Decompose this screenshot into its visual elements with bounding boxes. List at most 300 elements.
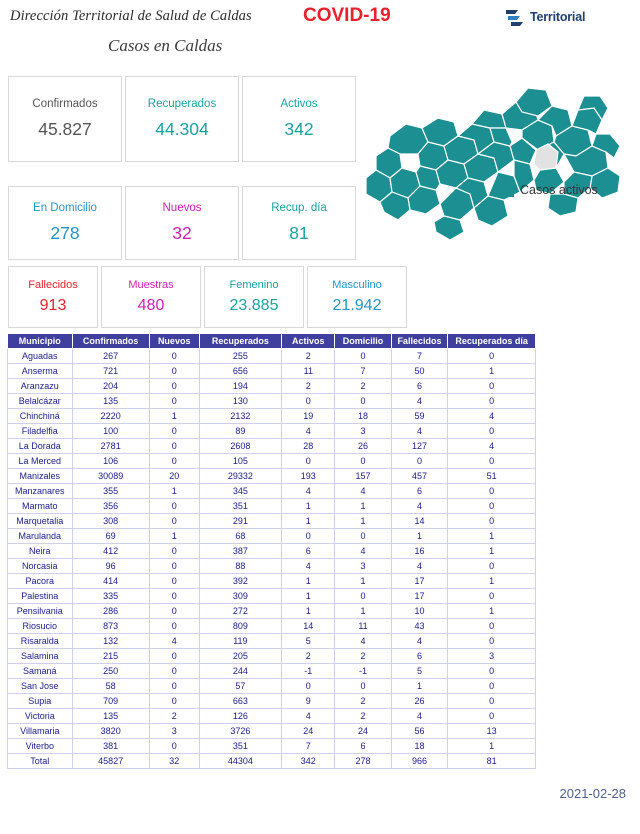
cell-value: 3 bbox=[149, 724, 199, 739]
cell-value: 100 bbox=[72, 424, 149, 439]
cell-value: 43 bbox=[391, 619, 448, 634]
cell-municipio: Palestina bbox=[8, 589, 73, 604]
cell-municipio: Neira bbox=[8, 544, 73, 559]
cell-value: 0 bbox=[282, 454, 335, 469]
cell-value: 193 bbox=[282, 469, 335, 484]
cell-value: 381 bbox=[72, 739, 149, 754]
kpi-value-masculino: 21.942 bbox=[332, 297, 382, 314]
cell-value: 0 bbox=[448, 394, 536, 409]
cell-value: 51 bbox=[448, 469, 536, 484]
cell-value: 0 bbox=[448, 679, 536, 694]
cell-value: 16 bbox=[391, 544, 448, 559]
cell-value: 4 bbox=[149, 634, 199, 649]
cell-value: 29332 bbox=[199, 469, 282, 484]
cell-value: 0 bbox=[149, 604, 199, 619]
cell-value: 0 bbox=[448, 424, 536, 439]
kpi-card-fallecidos bbox=[8, 266, 98, 328]
col-header-confirmados: Confirmados bbox=[72, 334, 149, 349]
cell-value: 709 bbox=[72, 694, 149, 709]
cell-municipio: Marulanda bbox=[8, 529, 73, 544]
cell-value: 4 bbox=[391, 394, 448, 409]
cell-value: 0 bbox=[448, 499, 536, 514]
caldas-map bbox=[352, 18, 636, 260]
cell-value: 1 bbox=[149, 529, 199, 544]
cell-value: 11 bbox=[282, 364, 335, 379]
cell-value: 4 bbox=[282, 424, 335, 439]
cell-value: 0 bbox=[282, 679, 335, 694]
cell-value: 342 bbox=[282, 754, 335, 769]
cell-value: 32 bbox=[149, 754, 199, 769]
cell-value: 3 bbox=[448, 649, 536, 664]
cell-value: 1 bbox=[448, 604, 536, 619]
cell-municipio: Aguadas bbox=[8, 349, 73, 364]
cell-value: 351 bbox=[199, 739, 282, 754]
cell-value: 5 bbox=[282, 634, 335, 649]
cell-value: 20 bbox=[149, 469, 199, 484]
cell-value: 26 bbox=[335, 439, 391, 454]
table-row bbox=[8, 514, 536, 529]
cell-value: 6 bbox=[391, 649, 448, 664]
cell-value: 0 bbox=[149, 349, 199, 364]
cell-value: 1 bbox=[391, 529, 448, 544]
cell-municipio: Marmato bbox=[8, 499, 73, 514]
cell-value: 0 bbox=[149, 559, 199, 574]
cell-value: 267 bbox=[72, 349, 149, 364]
cell-value: -1 bbox=[335, 664, 391, 679]
cell-value: 17 bbox=[391, 574, 448, 589]
cell-value: 4 bbox=[391, 424, 448, 439]
cell-municipio: La Merced bbox=[8, 454, 73, 469]
cell-municipio: La Dorada bbox=[8, 439, 73, 454]
cell-value: 0 bbox=[448, 514, 536, 529]
cell-value: 0 bbox=[448, 454, 536, 469]
cell-value: 0 bbox=[448, 694, 536, 709]
cell-value: 0 bbox=[149, 649, 199, 664]
total-label: Total bbox=[8, 754, 73, 769]
table-row bbox=[8, 724, 536, 739]
cell-value: 2 bbox=[335, 694, 391, 709]
cell-value: 57 bbox=[199, 679, 282, 694]
table-row bbox=[8, 469, 536, 484]
cell-value: 2132 bbox=[199, 409, 282, 424]
cell-value: 4 bbox=[448, 409, 536, 424]
cell-value: -1 bbox=[282, 664, 335, 679]
kpi-label-muestras: Muestras bbox=[128, 279, 174, 291]
cell-value: 0 bbox=[149, 499, 199, 514]
table-row bbox=[8, 529, 536, 544]
cell-value: 0 bbox=[282, 529, 335, 544]
cell-value: 1 bbox=[335, 574, 391, 589]
cell-value: 59 bbox=[391, 409, 448, 424]
kpi-card-en-domicilio bbox=[8, 186, 122, 260]
cell-value: 4 bbox=[391, 634, 448, 649]
cell-value: 26 bbox=[391, 694, 448, 709]
cell-value: 2781 bbox=[72, 439, 149, 454]
cell-value: 0 bbox=[448, 559, 536, 574]
cell-value: 106 bbox=[72, 454, 149, 469]
table-row bbox=[8, 604, 536, 619]
col-header-recuperados: Recuperados bbox=[199, 334, 282, 349]
cell-value: 0 bbox=[335, 679, 391, 694]
cell-municipio: Belalcázar bbox=[8, 394, 73, 409]
cell-value: 809 bbox=[199, 619, 282, 634]
cell-value: 205 bbox=[199, 649, 282, 664]
table-row bbox=[8, 484, 536, 499]
kpi-value-activos: 342 bbox=[284, 119, 314, 139]
cell-value: 1 bbox=[282, 604, 335, 619]
table-total-row bbox=[8, 754, 536, 769]
cell-value: 1 bbox=[335, 604, 391, 619]
kpi-card-recup-dia bbox=[242, 186, 356, 260]
cell-value: 0 bbox=[149, 424, 199, 439]
table-row bbox=[8, 424, 536, 439]
cell-value: 4 bbox=[335, 634, 391, 649]
cell-value: 6 bbox=[391, 484, 448, 499]
cell-value: 88 bbox=[199, 559, 282, 574]
cell-value: 58 bbox=[72, 679, 149, 694]
cell-value: 2220 bbox=[72, 409, 149, 424]
cell-value: 7 bbox=[282, 739, 335, 754]
cell-value: 0 bbox=[149, 544, 199, 559]
cell-value: 0 bbox=[335, 589, 391, 604]
table-body bbox=[8, 349, 536, 769]
cell-value: 3 bbox=[335, 559, 391, 574]
cell-value: 7 bbox=[391, 349, 448, 364]
cell-municipio: Chinchiná bbox=[8, 409, 73, 424]
cell-value: 6 bbox=[282, 544, 335, 559]
cell-value: 250 bbox=[72, 664, 149, 679]
table-row bbox=[8, 739, 536, 754]
cell-municipio: Viterbo bbox=[8, 739, 73, 754]
cell-value: 255 bbox=[199, 349, 282, 364]
cell-value: 18 bbox=[335, 409, 391, 424]
cell-value: 0 bbox=[149, 364, 199, 379]
table-row bbox=[8, 439, 536, 454]
cell-value: 0 bbox=[149, 394, 199, 409]
cell-value: 291 bbox=[199, 514, 282, 529]
cell-value: 24 bbox=[282, 724, 335, 739]
cell-value: 1 bbox=[448, 739, 536, 754]
legend-label: Casos activos bbox=[520, 183, 598, 197]
cell-value: 873 bbox=[72, 619, 149, 634]
cell-municipio: Victoria bbox=[8, 709, 73, 724]
cell-value: 10 bbox=[391, 604, 448, 619]
cell-value: 0 bbox=[448, 664, 536, 679]
kpi-card-femenino bbox=[204, 266, 304, 328]
cell-municipio: Riosucio bbox=[8, 619, 73, 634]
cell-value: 0 bbox=[448, 619, 536, 634]
kpi-value-confirmados: 45.827 bbox=[38, 119, 92, 139]
cell-value: 135 bbox=[72, 709, 149, 724]
cell-value: 663 bbox=[199, 694, 282, 709]
cell-value: 0 bbox=[448, 379, 536, 394]
territorial-logo-text: Territorial bbox=[530, 10, 586, 24]
cell-value: 1 bbox=[282, 589, 335, 604]
table-row bbox=[8, 589, 536, 604]
table-header-row bbox=[8, 334, 536, 349]
cell-value: 0 bbox=[149, 664, 199, 679]
table-row bbox=[8, 679, 536, 694]
kpi-card-activos bbox=[242, 76, 356, 162]
cell-value: 1 bbox=[335, 499, 391, 514]
cell-value: 1 bbox=[149, 409, 199, 424]
col-header-domicilio: Domicilio bbox=[335, 334, 391, 349]
cell-value: 1 bbox=[448, 544, 536, 559]
cell-value: 19 bbox=[282, 409, 335, 424]
cell-municipio: San Jose bbox=[8, 679, 73, 694]
kpi-label-recup-dia: Recup. día bbox=[271, 202, 327, 214]
cell-value: 18 bbox=[391, 739, 448, 754]
cell-value: 4 bbox=[391, 709, 448, 724]
map-legend bbox=[501, 183, 598, 197]
cell-value: 0 bbox=[282, 394, 335, 409]
cell-value: 0 bbox=[149, 574, 199, 589]
cell-value: 272 bbox=[199, 604, 282, 619]
cell-value: 0 bbox=[149, 619, 199, 634]
cell-value: 194 bbox=[199, 379, 282, 394]
cell-value: 215 bbox=[72, 649, 149, 664]
cell-value: 2608 bbox=[199, 439, 282, 454]
table-row bbox=[8, 634, 536, 649]
cell-value: 0 bbox=[149, 514, 199, 529]
cell-value: 119 bbox=[199, 634, 282, 649]
cell-value: 1 bbox=[448, 529, 536, 544]
table-row bbox=[8, 649, 536, 664]
cell-value: 286 bbox=[72, 604, 149, 619]
cell-municipio: Villamaria bbox=[8, 724, 73, 739]
municipality-table bbox=[7, 333, 536, 769]
cell-value: 309 bbox=[199, 589, 282, 604]
cell-value: 0 bbox=[448, 634, 536, 649]
kpi-value-fallecidos: 913 bbox=[39, 297, 67, 314]
kpi-label-masculino: Masculino bbox=[332, 279, 382, 291]
kpi-label-en-domicilio: En Domicilio bbox=[33, 202, 97, 214]
cell-value: 3726 bbox=[199, 724, 282, 739]
cell-municipio: Norcasia bbox=[8, 559, 73, 574]
cell-value: 1 bbox=[448, 574, 536, 589]
cell-value: 50 bbox=[391, 364, 448, 379]
col-header-nuevos: Nuevos bbox=[149, 334, 199, 349]
cell-value: 721 bbox=[72, 364, 149, 379]
kpi-value-recup-dia: 81 bbox=[289, 223, 309, 243]
kpi-value-recuperados: 44.304 bbox=[155, 119, 209, 139]
cell-value: 1 bbox=[448, 364, 536, 379]
cell-municipio: Aranzazu bbox=[8, 379, 73, 394]
cell-value: 1 bbox=[282, 574, 335, 589]
cell-value: 351 bbox=[199, 499, 282, 514]
kpi-card-confirmados bbox=[8, 76, 122, 162]
cell-value: 2 bbox=[282, 379, 335, 394]
cell-value: 0 bbox=[149, 439, 199, 454]
cell-value: 0 bbox=[149, 589, 199, 604]
cell-value: 2 bbox=[149, 709, 199, 724]
cell-value: 11 bbox=[335, 619, 391, 634]
report-date: 2021-02-28 bbox=[559, 786, 626, 801]
cell-municipio: Pacora bbox=[8, 574, 73, 589]
cell-value: 0 bbox=[149, 679, 199, 694]
table-row bbox=[8, 574, 536, 589]
cell-municipio: Manizales bbox=[8, 469, 73, 484]
cell-value: 0 bbox=[448, 349, 536, 364]
table-row bbox=[8, 499, 536, 514]
cell-municipio: Filadelfia bbox=[8, 424, 73, 439]
cell-value: 0 bbox=[448, 484, 536, 499]
cell-value: 89 bbox=[199, 424, 282, 439]
cell-value: 308 bbox=[72, 514, 149, 529]
cell-value: 1 bbox=[282, 514, 335, 529]
col-header-fallecidos: Fallecidos bbox=[391, 334, 448, 349]
cell-value: 13 bbox=[448, 724, 536, 739]
cell-value: 14 bbox=[391, 514, 448, 529]
table-row bbox=[8, 394, 536, 409]
cell-value: 17 bbox=[391, 589, 448, 604]
cell-value: 2 bbox=[335, 649, 391, 664]
kpi-label-confirmados: Confirmados bbox=[32, 98, 98, 110]
cell-municipio: Supia bbox=[8, 694, 73, 709]
page-title: Dirección Territorial de Salud de Caldas bbox=[10, 8, 252, 24]
cell-value: 30089 bbox=[72, 469, 149, 484]
page-subtitle: Casos en Caldas bbox=[108, 36, 223, 55]
table-row bbox=[8, 559, 536, 574]
kpi-card-nuevos bbox=[125, 186, 239, 260]
cell-municipio: Anserma bbox=[8, 364, 73, 379]
table-row bbox=[8, 619, 536, 634]
cell-value: 14 bbox=[282, 619, 335, 634]
cell-value: 2 bbox=[335, 379, 391, 394]
cell-value: 278 bbox=[335, 754, 391, 769]
cell-value: 127 bbox=[391, 439, 448, 454]
table-row bbox=[8, 364, 536, 379]
cell-value: 4 bbox=[335, 484, 391, 499]
cell-value: 45827 bbox=[72, 754, 149, 769]
cell-value: 6 bbox=[335, 739, 391, 754]
cell-value: 0 bbox=[335, 394, 391, 409]
cell-value: 0 bbox=[448, 709, 536, 724]
cell-value: 4 bbox=[448, 439, 536, 454]
kpi-label-nuevos: Nuevos bbox=[162, 202, 202, 214]
cell-value: 1 bbox=[282, 499, 335, 514]
cell-value: 0 bbox=[335, 529, 391, 544]
cell-value: 9 bbox=[282, 694, 335, 709]
col-header-recuperados-dia: Recuperados día bbox=[448, 334, 536, 349]
table-row bbox=[8, 454, 536, 469]
cell-value: 4 bbox=[391, 499, 448, 514]
cell-value: 204 bbox=[72, 379, 149, 394]
cell-value: 0 bbox=[149, 454, 199, 469]
cell-value: 2 bbox=[282, 649, 335, 664]
kpi-label-femenino: Femenino bbox=[229, 279, 279, 291]
cell-value: 24 bbox=[335, 724, 391, 739]
legend-swatch-icon bbox=[501, 184, 514, 197]
kpi-card-muestras bbox=[101, 266, 201, 328]
kpi-label-recuperados: Recuperados bbox=[147, 98, 217, 110]
table-row bbox=[8, 379, 536, 394]
cell-value: 2 bbox=[335, 709, 391, 724]
cell-municipio: Marquetalia bbox=[8, 514, 73, 529]
kpi-value-muestras: 480 bbox=[137, 297, 165, 314]
cell-value: 412 bbox=[72, 544, 149, 559]
kpi-value-femenino: 23.885 bbox=[229, 297, 279, 314]
cell-municipio: Salamina bbox=[8, 649, 73, 664]
table-row bbox=[8, 664, 536, 679]
cell-value: 0 bbox=[149, 379, 199, 394]
kpi-card-recuperados bbox=[125, 76, 239, 162]
cell-value: 81 bbox=[448, 754, 536, 769]
kpi-value-en-domicilio: 278 bbox=[50, 223, 80, 243]
cell-value: 105 bbox=[199, 454, 282, 469]
cell-value: 457 bbox=[391, 469, 448, 484]
col-header-municipio: Municipio bbox=[8, 334, 73, 349]
cell-value: 0 bbox=[335, 454, 391, 469]
cell-value: 3820 bbox=[72, 724, 149, 739]
table-row bbox=[8, 694, 536, 709]
cell-value: 345 bbox=[199, 484, 282, 499]
cell-value: 4 bbox=[335, 544, 391, 559]
table-row bbox=[8, 709, 536, 724]
cell-value: 4 bbox=[391, 559, 448, 574]
cell-value: 44304 bbox=[199, 754, 282, 769]
table-row bbox=[8, 544, 536, 559]
kpi-label-activos: Activos bbox=[280, 98, 318, 110]
cell-value: 1 bbox=[391, 679, 448, 694]
cell-municipio: Manzanares bbox=[8, 484, 73, 499]
cell-value: 5 bbox=[391, 664, 448, 679]
cell-value: 0 bbox=[149, 694, 199, 709]
municipality-table-wrapper bbox=[7, 333, 536, 769]
cell-value: 135 bbox=[72, 394, 149, 409]
cell-value: 7 bbox=[335, 364, 391, 379]
cell-value: 4 bbox=[282, 559, 335, 574]
cell-value: 6 bbox=[391, 379, 448, 394]
cell-value: 355 bbox=[72, 484, 149, 499]
cell-value: 0 bbox=[448, 589, 536, 604]
cell-value: 387 bbox=[199, 544, 282, 559]
cell-value: 335 bbox=[72, 589, 149, 604]
cell-value: 2 bbox=[282, 349, 335, 364]
cell-value: 69 bbox=[72, 529, 149, 544]
cell-value: 966 bbox=[391, 754, 448, 769]
cell-value: 244 bbox=[199, 664, 282, 679]
cell-value: 28 bbox=[282, 439, 335, 454]
table-row bbox=[8, 349, 536, 364]
cell-value: 0 bbox=[391, 454, 448, 469]
table-row bbox=[8, 409, 536, 424]
cell-municipio: Samaná bbox=[8, 664, 73, 679]
cell-value: 56 bbox=[391, 724, 448, 739]
cell-value: 68 bbox=[199, 529, 282, 544]
cell-value: 132 bbox=[72, 634, 149, 649]
kpi-value-nuevos: 32 bbox=[172, 223, 192, 243]
cell-value: 656 bbox=[199, 364, 282, 379]
cell-value: 157 bbox=[335, 469, 391, 484]
cell-value: 1 bbox=[335, 514, 391, 529]
cell-value: 96 bbox=[72, 559, 149, 574]
cell-value: 4 bbox=[282, 709, 335, 724]
cell-value: 126 bbox=[199, 709, 282, 724]
cell-value: 0 bbox=[335, 349, 391, 364]
cell-value: 0 bbox=[149, 739, 199, 754]
cell-value: 130 bbox=[199, 394, 282, 409]
cell-municipio: Risaralda bbox=[8, 634, 73, 649]
covid-label: COVID-19 bbox=[303, 5, 391, 26]
cell-value: 4 bbox=[282, 484, 335, 499]
cell-value: 414 bbox=[72, 574, 149, 589]
cell-value: 1 bbox=[149, 484, 199, 499]
cell-municipio: Pensilvania bbox=[8, 604, 73, 619]
kpi-card-masculino bbox=[307, 266, 407, 328]
cell-value: 356 bbox=[72, 499, 149, 514]
cell-value: 392 bbox=[199, 574, 282, 589]
